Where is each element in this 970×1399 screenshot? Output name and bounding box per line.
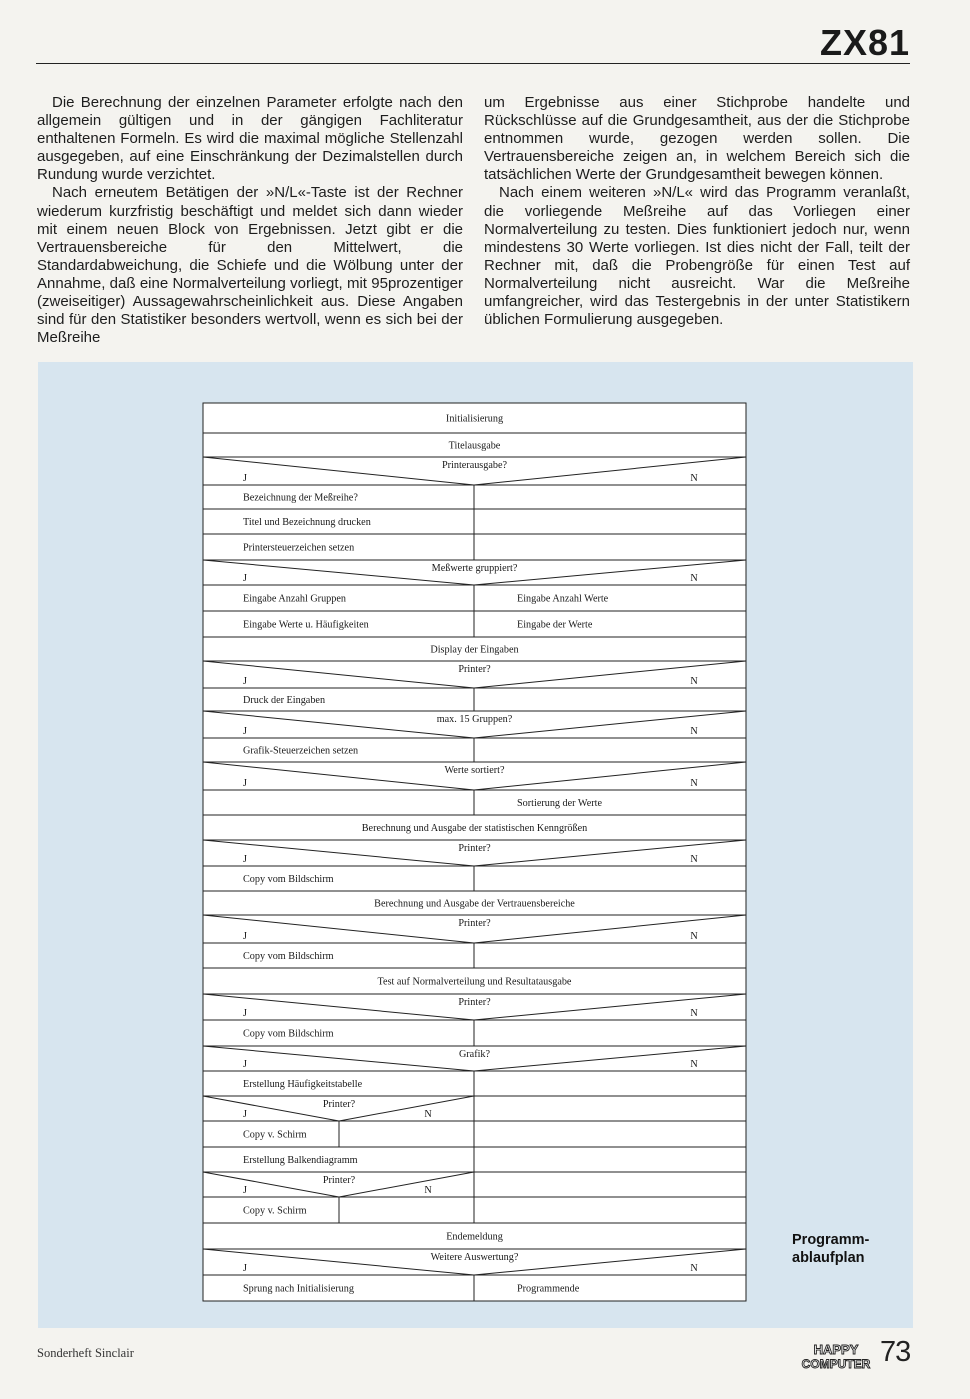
flowchart-process-label: Eingabe Anzahl Gruppen bbox=[243, 593, 346, 605]
flowchart-process-label: Titel und Bezeichnung drucken bbox=[243, 517, 371, 528]
decision-yes-label: J bbox=[243, 1109, 247, 1120]
decision-yes-label: J bbox=[243, 1059, 247, 1070]
happy-computer-logo bbox=[798, 1341, 874, 1371]
article-paragraph: um Ergebnisse aus einer Stichprobe handelte und Rückschlüsse auf die Grundgesamtheit, aus der die Stichprobe entnommen wurde, gezogen werden sollen. Die Vertrauensbereiche zeigen an, in welchem Bereich sich die tatsächlichen Werte der Grundgesamtheit bewegen können. bbox=[484, 94, 910, 184]
flowchart-decision-label: Grafik? bbox=[458, 1049, 491, 1060]
flowchart-process-label: Copy v. Schirm bbox=[243, 1205, 307, 1217]
flowchart-process-label: Printersteuerzeichen setzen bbox=[243, 542, 355, 554]
flowchart-process-label: Berechnung und Ausgabe der Vertrauensbereiche bbox=[374, 898, 575, 910]
svg-text:COMPUTER: COMPUTER bbox=[801, 1357, 871, 1371]
flowchart-process-label: Druck der Eingaben bbox=[243, 695, 326, 706]
flowchart-process-label: Eingabe der Werte bbox=[517, 619, 593, 631]
decision-yes-label: J bbox=[243, 473, 247, 484]
decision-no-label: N bbox=[690, 778, 698, 789]
flowchart-decision-label: Printer? bbox=[458, 918, 491, 929]
page-number: 73 bbox=[880, 1336, 911, 1368]
decision-no-label: N bbox=[690, 854, 698, 865]
flowchart-decision-label: Werte sortiert? bbox=[444, 765, 505, 776]
flowchart-decision-label: Printer? bbox=[458, 664, 491, 675]
decision-no-label: N bbox=[690, 676, 698, 687]
flowchart-process-label: Berechnung und Ausgabe der statistischen Kenngrößen bbox=[361, 823, 588, 834]
flowchart-process-label: Initialisierung bbox=[445, 413, 504, 425]
flowchart-process-label: Programmende bbox=[517, 1283, 580, 1295]
flowchart-process-label: Sortierung der Werte bbox=[517, 798, 602, 809]
flowchart-decision-label: Printer? bbox=[322, 1099, 356, 1110]
flowchart-process-label: Bezeichnung der Meßreihe? bbox=[243, 492, 358, 504]
decision-no-label: N bbox=[690, 1059, 698, 1070]
decision-yes-label: J bbox=[243, 854, 247, 865]
svg-text:HAPPY: HAPPY bbox=[813, 1342, 859, 1357]
flowchart-decision-label: Weitere Auswertung? bbox=[430, 1252, 519, 1263]
decision-yes-label: J bbox=[243, 1263, 247, 1274]
flowchart-process-label: Grafik-Steuerzeichen setzen bbox=[243, 745, 359, 757]
flowchart-process-label: Endemeldung bbox=[446, 1231, 503, 1243]
decision-no-label: N bbox=[690, 473, 698, 484]
decision-no-label: N bbox=[690, 1263, 698, 1274]
article-paragraph: Nach einem weiteren »N/L« wird das Programm veranlaßt, die vorliegende Meßreihe auf das Vorliegen einer Normalverteilung zu testen. Dies funktioniert jedoch nur, wenn mindestens 30 Werte vorliegen. Ist dies nicht der Fall, teilt der Rechner mit, daß die Probengröße für einen Test auf Normalverteilung nicht ausreicht. War die Meßreihe umfangreicher, wird das Testergebnis in der unter Statistikern üblichen Formulierung ausgegeben. bbox=[484, 184, 910, 329]
flowchart-process-label: Eingabe Anzahl Werte bbox=[517, 593, 609, 605]
flowchart-process-label: Titelausgabe bbox=[448, 440, 501, 452]
decision-no-label: N bbox=[690, 573, 698, 584]
article-paragraph: Die Berechnung der einzelnen Parameter erfolgte nach den allgemein gültigen und in der gängigen Fachliteratur enthaltenen Formeln. Es wird die maximal mögliche Stellenzahl ausgegeben, auf eine Einschränkung der Dezimalstellen durch Rundung wurde verzichtet. bbox=[37, 94, 463, 184]
flowchart-process-label: Copy vom Bildschirm bbox=[243, 874, 334, 885]
article-paragraph: Nach erneutem Betätigen der »N/L«-Taste ist der Rechner wiederum kurzfristig beschäftigt und meldet sich dann wieder mit einem neuen Block von Ergebnissen. Jetzt gibt er die Vertrauensbereiche für den Mittelwert, die Standardabweichung, die Schiefe und die Wölbung unter der Annahme, daß eine Normalverteilung vorliegt, mit 95prozentiger (zweiseitiger) Aussagewahrscheinlichkeit aus. Diese Angaben sind für den Statistiker besonders wertvoll, wenn es sich bei der Meßreihe bbox=[37, 184, 463, 347]
decision-yes-label: J bbox=[243, 573, 247, 584]
decision-no-label: N bbox=[690, 931, 698, 942]
flowchart-decision-label: Printer? bbox=[458, 843, 491, 854]
caption-line: Programm- bbox=[792, 1232, 870, 1248]
flowchart-decision-label: Printerausgabe? bbox=[441, 460, 508, 471]
footer-source: Sonderheft Sinclair bbox=[37, 1346, 134, 1360]
decision-yes-label: J bbox=[243, 931, 247, 942]
decision-yes-label: J bbox=[243, 1008, 247, 1019]
decision-no-label: N bbox=[690, 726, 698, 737]
flowchart-process-label: Copy v. Schirm bbox=[243, 1129, 307, 1141]
figure-caption bbox=[792, 1231, 902, 1267]
decision-no-label: N bbox=[424, 1185, 432, 1196]
flowchart-process-label: Eingabe Werte u. Häufigkeiten bbox=[243, 619, 369, 631]
flowchart-decision-label: Meßwerte gruppiert? bbox=[431, 563, 518, 574]
decision-yes-label: J bbox=[243, 726, 247, 737]
caption-line: ablaufplan bbox=[792, 1250, 865, 1266]
decision-no-label: N bbox=[424, 1109, 432, 1120]
flowchart-process-label: Sprung nach Initialisierung bbox=[243, 1283, 354, 1295]
flowchart-process-label: Test auf Normalverteilung und Resultatausgabe bbox=[377, 976, 572, 988]
flowchart-process-label: Erstellung Balkendiagramm bbox=[243, 1155, 358, 1166]
flowchart-decision-label: Printer? bbox=[322, 1175, 356, 1186]
flowchart-process-label: Display der Eingaben bbox=[430, 644, 519, 656]
decision-yes-label: J bbox=[243, 778, 247, 789]
flowchart-process-label: Erstellung Häufigkeitstabelle bbox=[243, 1079, 363, 1090]
flowchart-decision-label: Printer? bbox=[458, 997, 491, 1008]
flowchart-process-label: Copy vom Bildschirm bbox=[243, 951, 334, 962]
decision-no-label: N bbox=[690, 1008, 698, 1019]
magazine-section-title: ZX81 bbox=[819, 22, 910, 63]
flowchart-process-label: Copy vom Bildschirm bbox=[243, 1028, 334, 1040]
flowchart-decision-label: max. 15 Gruppen? bbox=[436, 714, 513, 725]
decision-yes-label: J bbox=[243, 676, 247, 687]
decision-yes-label: J bbox=[243, 1185, 247, 1196]
